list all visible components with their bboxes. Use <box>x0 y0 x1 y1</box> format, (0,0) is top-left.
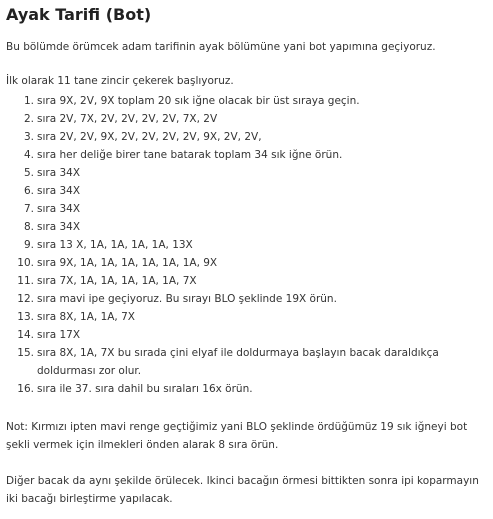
step-number: 6. <box>23 185 34 197</box>
step-text: sıra 9X, 2V, 9X toplam 20 sık iğne olacak bir üst sıraya geçin. <box>37 95 360 107</box>
step-text: sıra ile 37. sıra dahil bu sıraları 16x örün. <box>37 383 253 395</box>
step-text: sıra 13 X, 1A, 1A, 1A, 1A, 13X <box>37 239 193 251</box>
step-number: 2. <box>23 113 34 125</box>
step-text: sıra 2V, 2V, 9X, 2V, 2V, 2V, 2V, 9X, 2V, 2V, <box>37 131 262 143</box>
step-text: sıra 34X <box>37 185 81 197</box>
intro-paragraph: Bu bölümde örümcek adam tarifinin ayak bölümüne yani bot yapımına geçiyoruz. <box>6 41 436 53</box>
step-text: sıra her deliğe birer tane batarak toplam 34 sık iğne örün. <box>37 149 343 161</box>
step-text: sıra 9X, 1A, 1A, 1A, 1A, 1A, 1A, 9X <box>37 257 218 269</box>
step-number: 14. <box>17 329 34 341</box>
step-text: sıra 34X <box>37 221 81 233</box>
step-number: 12. <box>17 293 34 305</box>
step-number: 5. <box>23 167 34 179</box>
step-number: 8. <box>23 221 34 233</box>
section-title: Ayak Tarifi (Bot) <box>6 5 152 24</box>
step-text: sıra mavi ipe geçiyoruz. Bu sırayı BLO şeklinde 19X örün. <box>37 293 337 305</box>
step-number: 1. <box>23 95 34 107</box>
step-text: sıra 34X <box>37 203 81 215</box>
step-text: sıra 8X, 1A, 7X bu sırada çini elyaf ile doldurmaya başlayın bacak daraldıkça doldurması zor olur. <box>37 347 439 377</box>
step-number: 11. <box>17 275 34 287</box>
step-text: sıra 34X <box>37 167 81 179</box>
step-text: sıra 8X, 1A, 1A, 7X <box>37 311 135 323</box>
step-text: sıra 2V, 7X, 2V, 2V, 2V, 2V, 7X, 2V <box>37 113 218 125</box>
step-number: 13. <box>17 311 34 323</box>
step-number: 4. <box>23 149 34 161</box>
step-number: 7. <box>23 203 34 215</box>
step-number: 10. <box>17 257 34 269</box>
start-paragraph: İlk olarak 11 tane zincir çekerek başlıyoruz. <box>6 75 234 87</box>
outro-paragraph: Diğer bacak da aynı şekilde örülecek. Ikinci bacağın örmesi bittikten sonra ipi koparmayın iki bacağı birleştirme yapılacak. <box>6 475 479 505</box>
step-number: 3. <box>23 131 34 143</box>
step-number: 9. <box>23 239 34 251</box>
step-number: 15. <box>17 347 34 359</box>
step-text: sıra 17X <box>37 329 81 341</box>
step-number: 16. <box>17 383 34 395</box>
note-paragraph: Not: Kırmızı ipten mavi renge geçtiğimiz yani BLO şeklinde ördüğümüz 19 sık iğneyi bot şekli vermek için ilmekleri önden alarak 8 sıra örün. <box>6 421 468 451</box>
step-text: sıra 7X, 1A, 1A, 1A, 1A, 1A, 7X <box>37 275 197 287</box>
